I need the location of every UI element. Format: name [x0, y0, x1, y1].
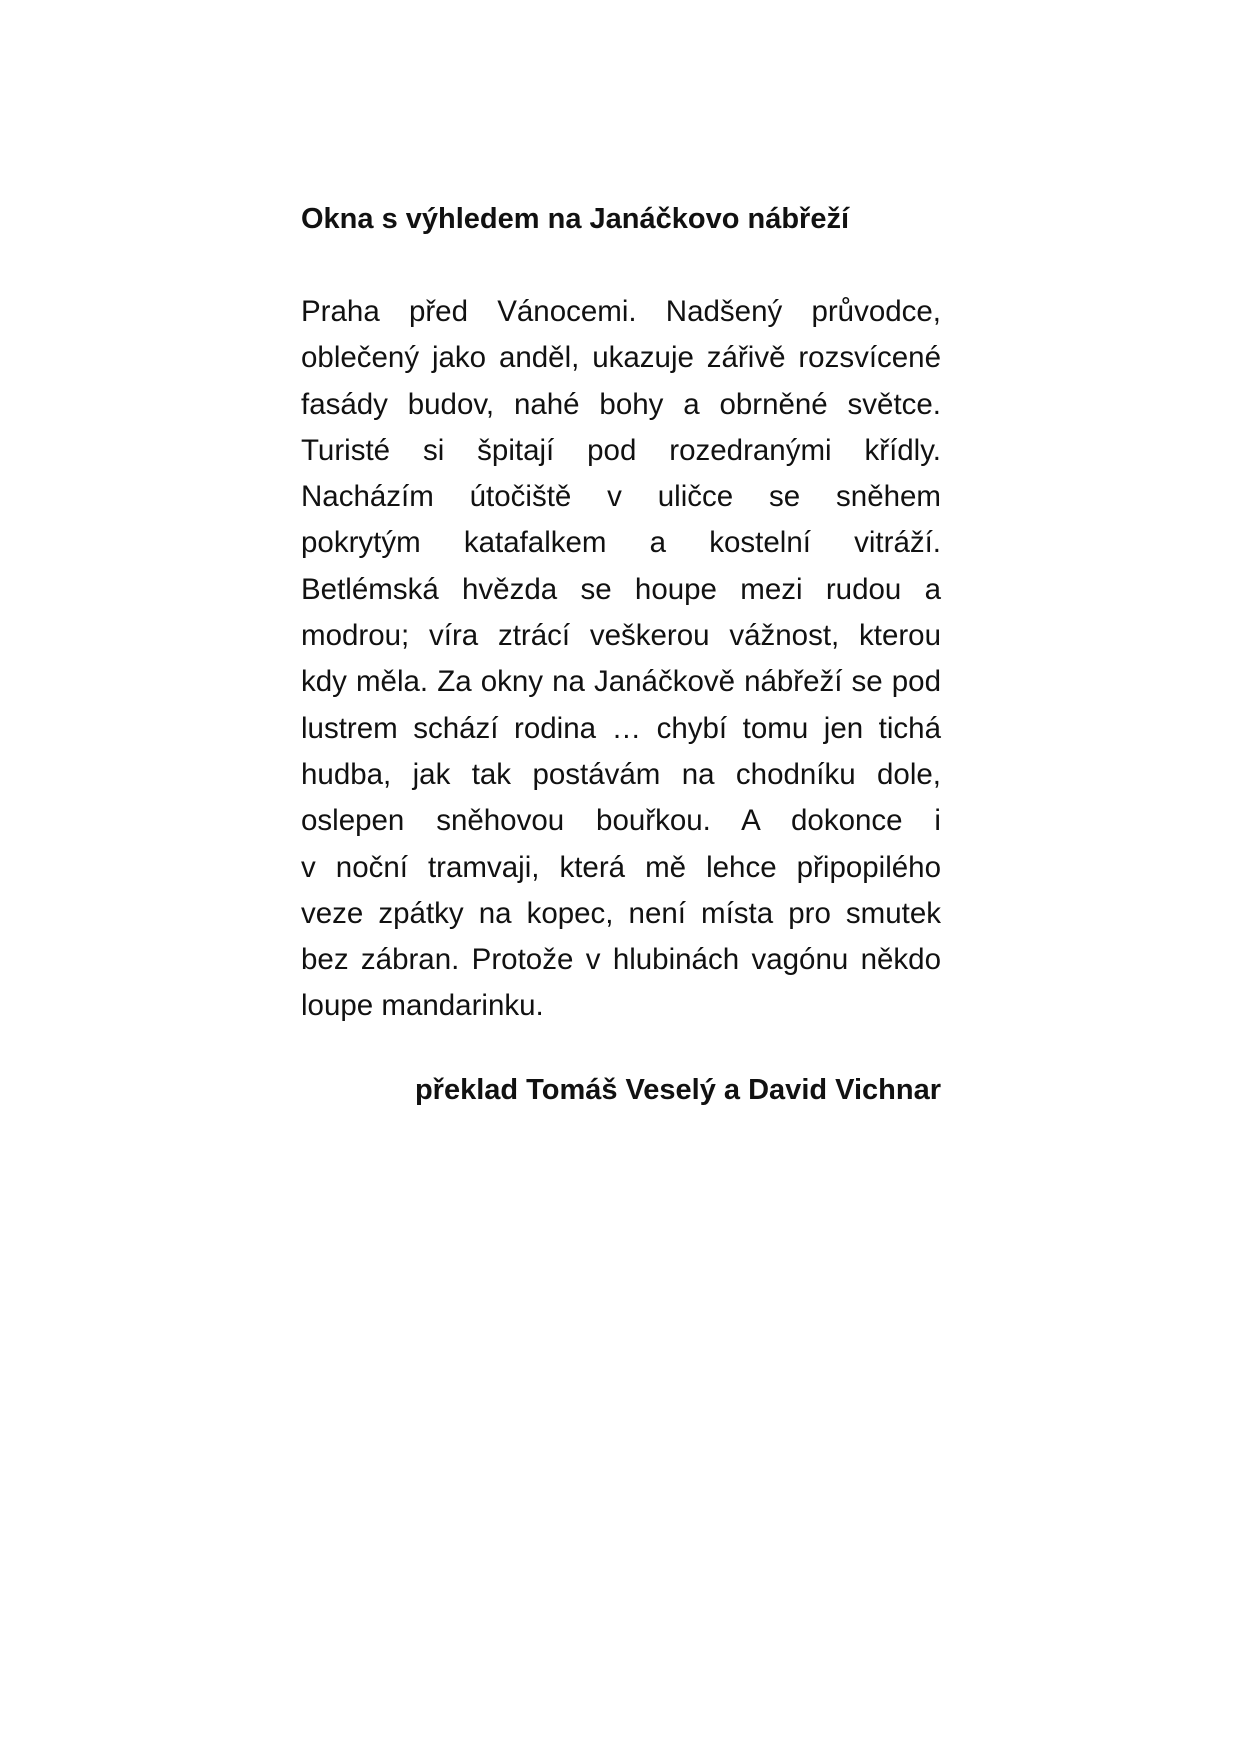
- poem-line: hudba, jak tak postávám na chodníku dole,: [301, 757, 941, 791]
- poem-line: kdy měla. Za okny na Janáčkově nábřeží se pod: [301, 665, 941, 699]
- poem-block: [301, 196, 941, 1106]
- poem-line: loupe mandarinku.: [301, 989, 544, 1023]
- poem-line: Nacházím útočiště v uličce se sněhem: [301, 480, 941, 514]
- poem-line: Turisté si špitají pod rozedranými křídly.: [301, 433, 941, 467]
- poem-line: modrou; víra ztrácí veškerou vážnost, kterou: [301, 619, 941, 653]
- poem-line: pokrytým katafalkem a kostelní vitráží.: [301, 526, 941, 560]
- poem-line: oblečený jako anděl, ukazuje zářivě rozsvícené: [301, 341, 941, 375]
- poem-line: oslepen sněhovou bouřkou. A dokonce i: [301, 804, 941, 838]
- poem-body: [301, 289, 941, 1030]
- poem-line: v noční tramvaji, která mě lehce připopilého: [301, 850, 941, 884]
- poem-line: veze zpátky na kopec, není místa pro smutek: [301, 896, 941, 930]
- poem-line: bez zábran. Protože v hlubinách vagónu někdo: [301, 943, 941, 977]
- poem-line: lustrem schází rodina … chybí tomu jen tichá: [301, 711, 941, 745]
- poem-line: Betlémská hvězda se houpe mezi rudou a: [301, 572, 941, 606]
- translation-credit: překlad Tomáš Veselý a David Vichnar: [414, 1074, 941, 1106]
- poem-line: fasády budov, nahé bohy a obrněné světce.: [301, 387, 941, 421]
- poem-title: Okna s výhledem na Janáčkovo nábřeží: [301, 203, 850, 235]
- poem-line: Praha před Vánocemi. Nadšený průvodce,: [301, 295, 941, 328]
